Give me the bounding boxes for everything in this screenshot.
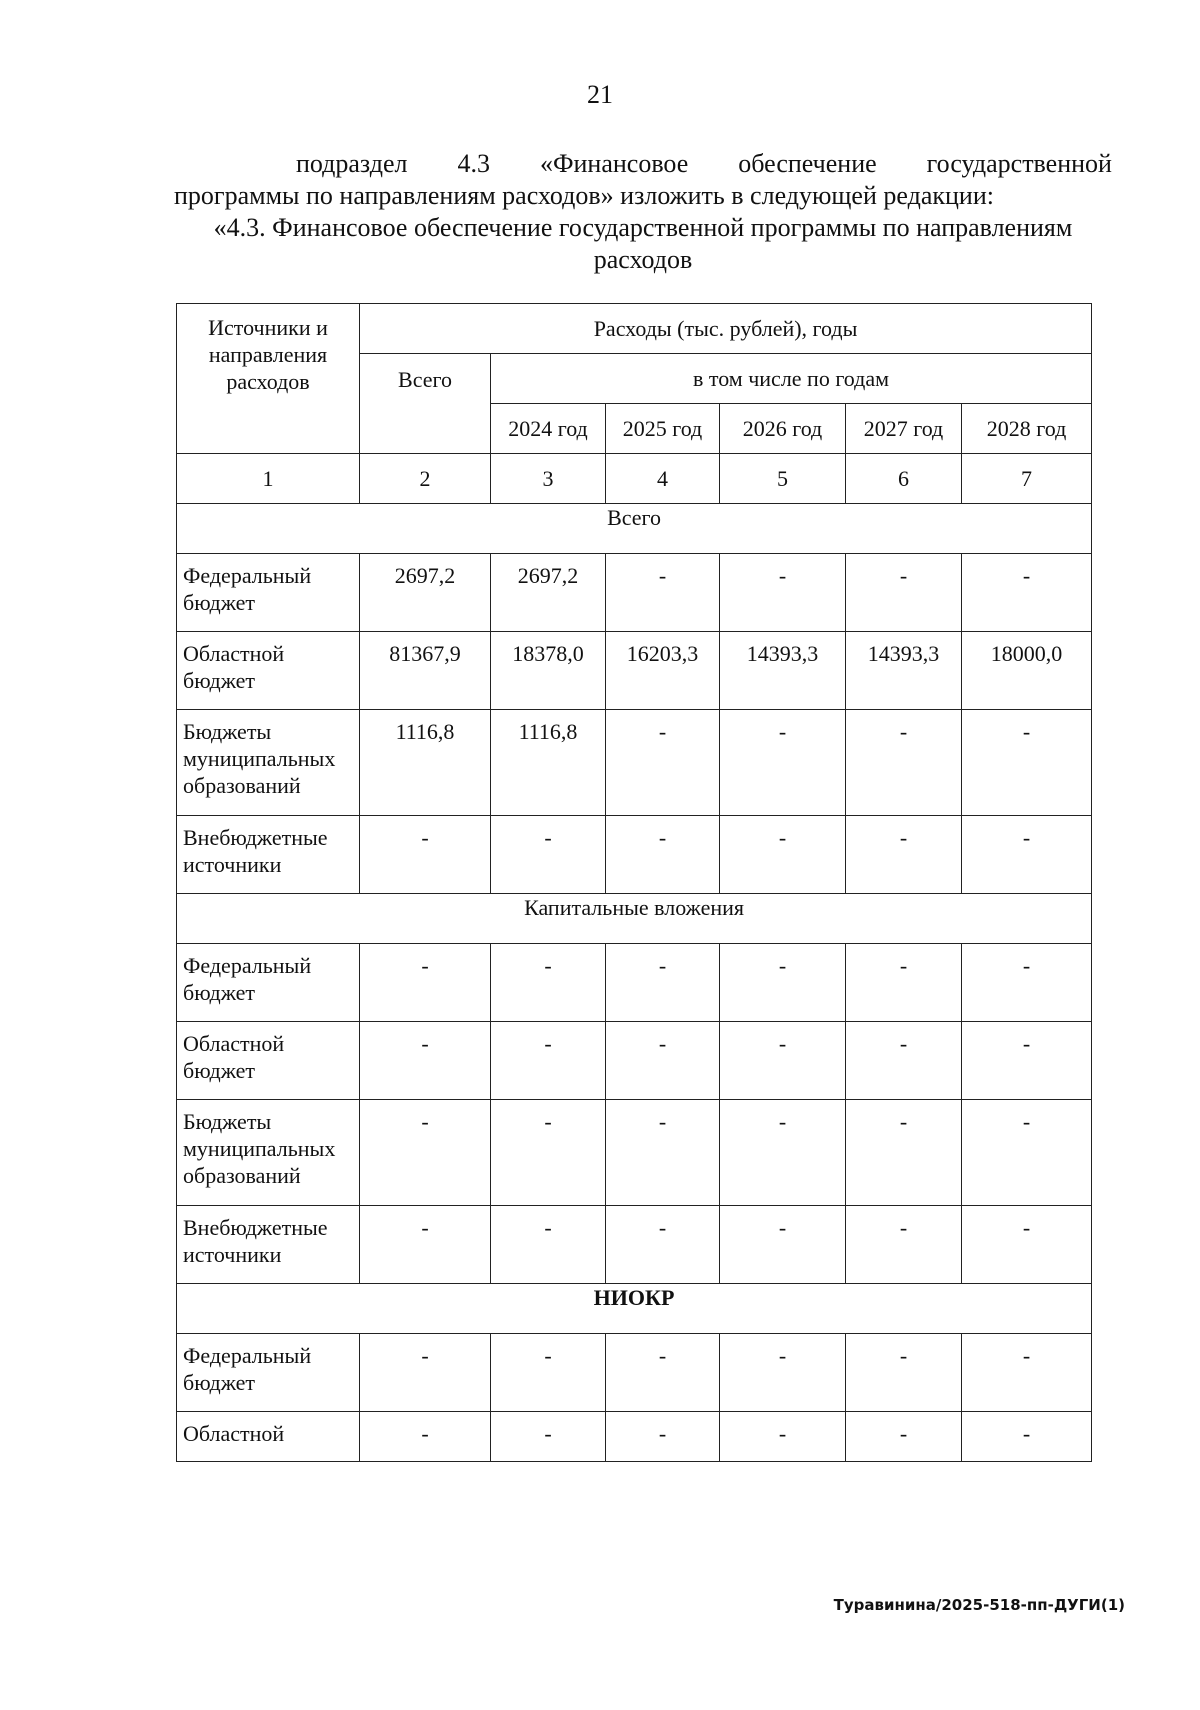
column-number: 6	[846, 454, 962, 504]
cell-value: -	[720, 1100, 846, 1206]
cell-value: 14393,3	[720, 632, 846, 710]
section-title: НИОКР	[177, 1284, 1092, 1334]
cell-value: -	[846, 710, 962, 816]
table-row	[177, 944, 1092, 1022]
column-number: 1	[177, 454, 360, 504]
cell-value: -	[720, 1412, 846, 1462]
section-row	[177, 1284, 1092, 1334]
column-number: 5	[720, 454, 846, 504]
cell-value: 18378,0	[491, 632, 606, 710]
cell-value: -	[962, 1206, 1092, 1284]
header-total: Всего	[360, 354, 491, 454]
cell-value: -	[846, 1206, 962, 1284]
cell-value: 16203,3	[606, 632, 720, 710]
table-row	[177, 632, 1092, 710]
table-row	[177, 1206, 1092, 1284]
intro-word: государственной	[926, 149, 1112, 178]
cell-value: -	[491, 944, 606, 1022]
cell-value: -	[846, 1022, 962, 1100]
row-label: Бюджеты муниципальных образований	[177, 1100, 360, 1206]
cell-value: -	[846, 1334, 962, 1412]
header-year: 2024 год	[491, 404, 606, 454]
cell-value: -	[606, 816, 720, 894]
cell-value: -	[846, 1100, 962, 1206]
cell-value: -	[360, 816, 491, 894]
section-heading: «4.3. Финансовое обеспечение государственной программы по направлениям	[213, 213, 1073, 242]
cell-value: 2697,2	[360, 554, 491, 632]
cell-value: -	[962, 554, 1092, 632]
cell-value: -	[360, 1412, 491, 1462]
cell-value: -	[846, 554, 962, 632]
row-label: Федеральный бюджет	[177, 554, 360, 632]
row-label: Областной	[177, 1412, 360, 1462]
cell-value: 18000,0	[962, 632, 1092, 710]
cell-value: 1116,8	[360, 710, 491, 816]
cell-value: -	[720, 710, 846, 816]
section-row	[177, 504, 1092, 554]
table-row	[177, 710, 1092, 816]
table-row	[177, 1334, 1092, 1412]
row-label: Внебюджетные источники	[177, 1206, 360, 1284]
cell-value: 14393,3	[846, 632, 962, 710]
row-label: Областной бюджет	[177, 1022, 360, 1100]
cell-value: -	[846, 1412, 962, 1462]
cell-value: -	[720, 554, 846, 632]
document-footer-id: Туравинина/2025-518-пп-ДУГИ(1)	[833, 1596, 1125, 1614]
cell-value: -	[962, 1412, 1092, 1462]
header-year: 2025 год	[606, 404, 720, 454]
header-year: 2027 год	[846, 404, 962, 454]
intro-word: подраздел	[296, 149, 408, 178]
cell-value: -	[491, 1206, 606, 1284]
cell-value: -	[360, 1100, 491, 1206]
cell-value: -	[720, 1022, 846, 1100]
cell-value: -	[491, 1022, 606, 1100]
cell-value: -	[360, 1334, 491, 1412]
cell-value: 1116,8	[491, 710, 606, 816]
cell-value: -	[962, 1334, 1092, 1412]
row-label: Областной бюджет	[177, 632, 360, 710]
cell-value: -	[491, 1100, 606, 1206]
cell-value: -	[360, 1206, 491, 1284]
table-row	[177, 816, 1092, 894]
column-number: 7	[962, 454, 1092, 504]
header-by-years: в том числе по годам	[491, 354, 1092, 404]
cell-value: -	[491, 1334, 606, 1412]
cell-value: -	[720, 944, 846, 1022]
cell-value: -	[846, 816, 962, 894]
cell-value: -	[962, 816, 1092, 894]
cell-value: -	[491, 1412, 606, 1462]
table-row	[177, 1100, 1092, 1206]
row-label: Федеральный бюджет	[177, 944, 360, 1022]
cell-value: -	[606, 1022, 720, 1100]
cell-value: -	[606, 554, 720, 632]
cell-value: -	[720, 1334, 846, 1412]
cell-value: -	[720, 1206, 846, 1284]
intro-line-2: программы по направлениям расходов» изложить в следующей редакции:	[174, 181, 994, 210]
cell-value: -	[606, 1334, 720, 1412]
cell-value: -	[360, 1022, 491, 1100]
cell-value: -	[846, 944, 962, 1022]
row-label: Бюджеты муниципальных образований	[177, 710, 360, 816]
cell-value: -	[962, 710, 1092, 816]
cell-value: -	[606, 1100, 720, 1206]
row-label: Внебюджетные источники	[177, 816, 360, 894]
intro-word: обеспечение	[738, 149, 877, 178]
header-sources: Источники и направления расходов	[177, 304, 360, 454]
section-heading-cont: расходов	[593, 245, 693, 274]
section-title: Всего	[177, 504, 1092, 554]
cell-value: -	[606, 1412, 720, 1462]
table-row	[177, 1022, 1092, 1100]
cell-value: 2697,2	[491, 554, 606, 632]
cell-value: -	[962, 1100, 1092, 1206]
row-label: Федеральный бюджет	[177, 1334, 360, 1412]
cell-value: -	[720, 816, 846, 894]
section-row	[177, 894, 1092, 944]
cell-value: -	[606, 944, 720, 1022]
table-row	[177, 554, 1092, 632]
header-expenses: Расходы (тыс. рублей), годы	[360, 304, 1092, 354]
cell-value: -	[606, 1206, 720, 1284]
table-row	[177, 1412, 1092, 1462]
page-number: 21	[587, 80, 613, 109]
cell-value: -	[606, 710, 720, 816]
cell-value: -	[962, 1022, 1092, 1100]
column-number: 3	[491, 454, 606, 504]
column-number: 4	[606, 454, 720, 504]
header-year: 2026 год	[720, 404, 846, 454]
cell-value: -	[360, 944, 491, 1022]
cell-value: -	[491, 816, 606, 894]
section-title: Капитальные вложения	[177, 894, 1092, 944]
column-number: 2	[360, 454, 491, 504]
cell-value: 81367,9	[360, 632, 491, 710]
intro-word: «Финансовое	[539, 149, 689, 178]
cell-value: -	[962, 944, 1092, 1022]
intro-paragraph	[174, 148, 1112, 276]
intro-line-1	[174, 148, 1112, 180]
header-year: 2028 год	[962, 404, 1092, 454]
financing-table	[176, 303, 1092, 1462]
intro-word: 4.3	[457, 149, 490, 178]
